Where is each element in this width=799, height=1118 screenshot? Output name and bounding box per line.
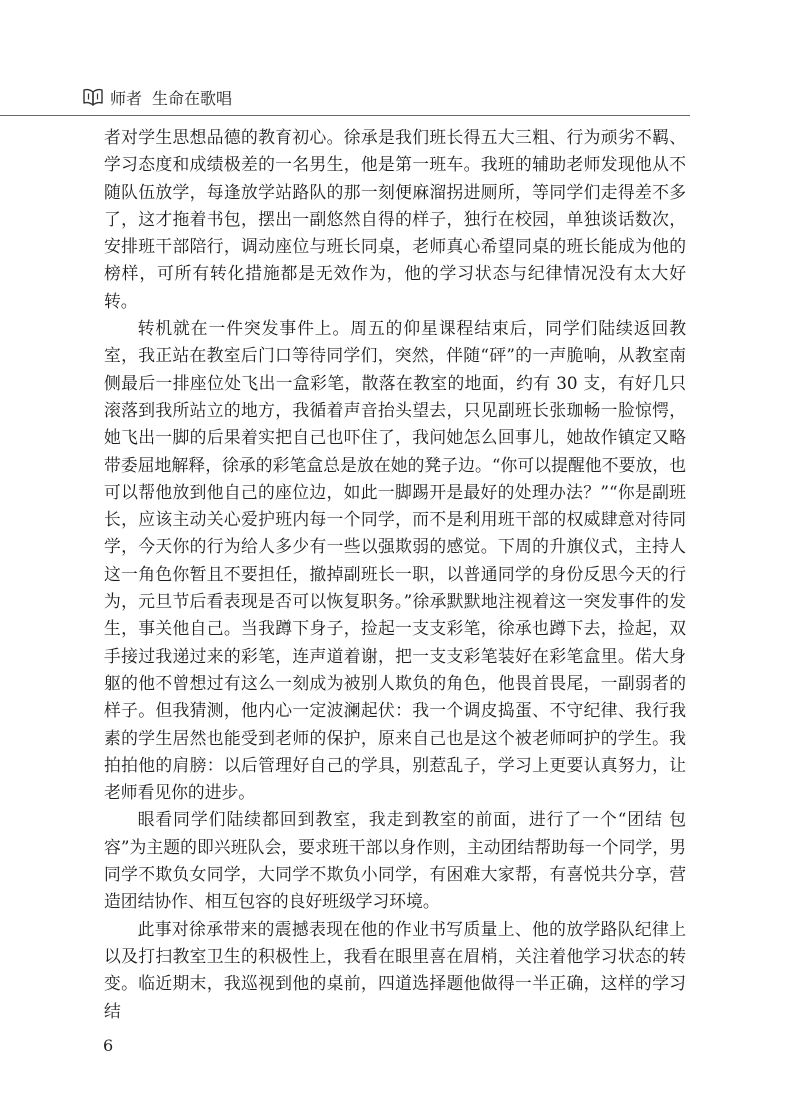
header-chapter-title: 生命在歌唱 bbox=[152, 88, 233, 108]
paragraph: 眼看同学们陆续都回到教室，我走到教室的前面，进行了一个“团结 包容”为主题的即兴班队会，要求班干部以身作则，主动团结帮助每一个同学，男同学不欺负女同学，大同学不欺负小同学，有困难大家帮，有喜悦共分享，营造团结协作、相互包容的良好班级学习环境。 bbox=[104, 809, 686, 912]
header-book-title: 师者 bbox=[110, 88, 143, 108]
header-rule bbox=[0, 115, 690, 116]
open-book-icon bbox=[82, 87, 104, 107]
paragraph: 此事对徐承带来的震撼表现在他的作业书写质量上、他的放学路队纪律上以及打扫教室卫生的积极性上，我看在眼里喜在眉梢，关注着他学习状态的转变。临近期末，我巡视到他的桌前，四道选择题他做得一半正确，这样的学习结 bbox=[104, 918, 686, 1021]
paragraph-continued: 者对学生思想品德的教育初心。徐承是我们班长得五大三粗、行为顽劣不羁、学习态度和成绩极差的一名男生，他是第一班车。我班的辅助老师发现他从不随队伍放学，每逢放学站路队的那一刻便麻溜拐进厕所，等同学们走得差不多了，这才拖着书包，摆出一副悠然自得的样子，独行在校园，单独谈话数次，安排班干部陪行，调动座位与班长同桌，老师真心希望同桌的班长能成为他的榜样，可所有转化措施都是无效作为，他的学习状态与纪律情况没有太大好转。 bbox=[104, 127, 686, 311]
paragraph: 转机就在一件突发事件上。周五的仰星课程结束后，同学们陆续返回教室，我正站在教室后门口等待同学们，突然，伴随“砰”的一声脆响，从教室南侧最后一排座位处飞出一盒彩笔，散落在教室的地面，约有 30 支，有好几只滚落到我所站立的地方，我循着声音抬头望去，只见副班长张珈畅一脸惊愕，她飞出一脚的后果着实把自己也吓住了，我问她怎么回事儿，她故作镇定又略带委屈地解释，徐承的彩笔盒总是放在她的凳子边。“你可以提醒他不要放，也可以帮他放到他自己的座位边，如此一脚踢开是最好的处理办法？”“你是副班长，应该主动关心爱护班内每一个同学，而不是利用班干部的权威肆意对待同学，今天你的行为给人多少有一些以强欺弱的感觉。下周的升旗仪式，主持人这一角色你暂且不要担任，撤掉副班长一职，以普通同学的身份反思今天的行为，元旦节后看表现是否可以恢复职务。”徐承默默地注视着这一突发事件的发生，事关他自己。当我蹲下身子，捡起一支支彩笔，徐承也蹲下去，捡起，双手接过我递过来的彩笔，连声道着谢，把一支支彩笔装好在彩笔盒里。偌大身躯的他不曾想过有这么一刻成为被别人欺负的角色，他畏首畏尾，一副弱者的样子。但我猜测，他内心一定波澜起伏：我一个调皮捣蛋、不守纪律、我行我素的学生居然也能受到老师的保护，原来自己也是这个被老师呵护的学生。我拍拍他的肩膀：以后管理好自己的学具，别惹乱子，学习上更要认真努力，让老师看见你的进步。 bbox=[104, 318, 686, 803]
main-text bbox=[104, 124, 686, 1025]
running-header bbox=[82, 84, 232, 110]
page-number: 6 bbox=[103, 1036, 114, 1055]
